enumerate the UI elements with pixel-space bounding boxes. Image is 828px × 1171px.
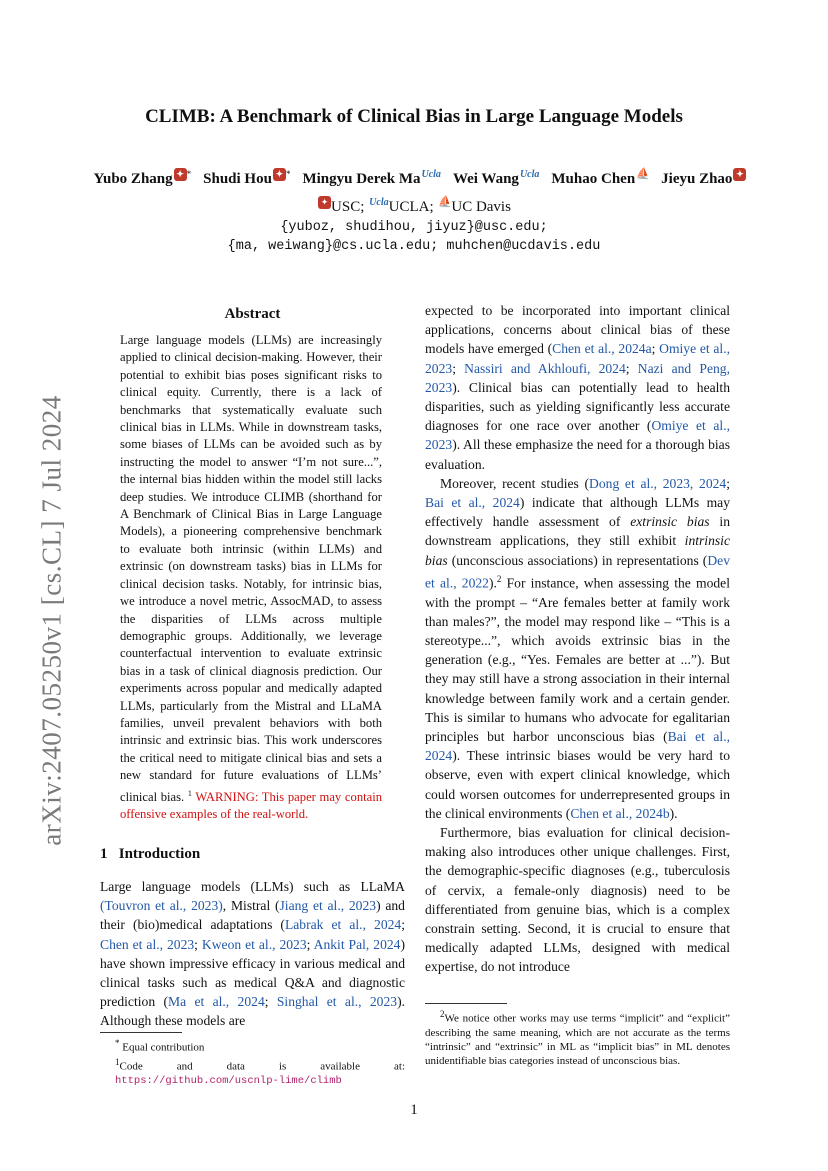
citation-link[interactable]: Ma et al., 2024 [167,994,265,1010]
author-name: Yubo Zhang [93,171,173,187]
citation-link[interactable]: (Touvron et al., 2023) [100,898,223,914]
abstract-text: Large language models (LLMs) are increasingly applied to clinical decision-making. However, their potential to exhibit bias poses significant risks to clinical equity. Currently, there is a lack of benchmarks that systematically evaluate such clinical bias in LLMs. While in downstream tasks, some biases of LLMs can be avoided such as by instructing the model to answer “I’m not sure...”, the internal bias hidden within the model still lacks deep studies. We introduce CLIMB (shorthand for A Benchmark of Clinical Bias in Large Language Models), a pioneering comprehensive benchmark to evaluate both intrinsic (within LLMs) and extrinsic (on downstream tasks) bias in LLMs for clinical decision tasks. Notably, for intrinsic bias, we introduce a novel metric, AssocMAD, to assess the disparities of LLMs across multiple demographic groups. Additionally, we leverage counterfactual intervention to evaluate extrinsic bias in a task of clinical diagnosis prediction. Our experiments across popular and medically adapted LLMs, particularly from the Mistral and LLaMA families, unveil prevalent behaviors with both intrinsic and extrinsic bias. This work underscores the critical need to mitigate clinical bias and sets a new standard for future evaluations of LLMs’ clinical bias. [120,333,382,804]
author-name: Muhao Chen [551,171,636,187]
footnote-2-text: We notice other works may use terms “implicit” and “explicit” describing the same meaning, which are not accurate as the terms “intrinsic” and “extrinsic” in ML as “implicit bias” in ML denotes unidentifiable bias categories instead of unconscious bias. [425,1012,730,1067]
author-name: Mingyu Derek Ma [302,171,421,187]
text-run: ) indicate that although LLMs may effectively handle assessment of [425,495,730,530]
author-5 [661,171,746,187]
citation-link[interactable]: Chen et al., 2024a [552,341,652,357]
footnotes-left: * Equal contribution $^1$Code and data is available at: https://github.com/uscnlp-lime/climb [115,1038,405,1088]
text-run: Large language models (LLMs) such as LLaMA [100,879,405,894]
author-0 [94,171,192,187]
usc-logo-icon: ✦ [318,196,331,209]
section-number: 1 [100,846,108,862]
section-title: Introduction [118,846,201,862]
author-1 [203,171,290,187]
abstract-body [120,332,382,824]
text-run: ; [651,341,660,357]
arxiv-id: arXiv:2407.05250v1 [cs.CL] 7 Jul 2024 [36,395,67,846]
intro-left-paragraph [100,877,405,1031]
text-run: ). These intrinsic biases would be very hard to observe, even with expert clinical knowledge, which could worsen outcomes for underrepresented groups in the clinical environments ( [425,748,730,821]
text-run: Furthermore, bias evaluation for clinical decision-making also introduces other unique challenges. First, the demographic-specific diagnoses (e.g., tuberculosis of cervix, a female-only diagnosis) need to be differentiated from genuine bias, which is a complex constrain setting. Second, it is crucial to ensure that medically adapted LLMs, designed with medical expertise, do not introduce [425,825,730,975]
equal-contribution-mark: * [186,169,192,179]
author-list [40,168,800,188]
author-name: Shudi Hou [203,171,272,187]
citation-link[interactable]: Bai et al., 2024 [425,495,520,511]
usc-logo-icon: ✦ [273,168,286,181]
ucla-logo-icon: Ucla [421,169,441,180]
text-run: ; [306,936,314,952]
paper-title: CLIMB: A Benchmark of Clinical Bias in Large Language Models [145,106,683,127]
citation-link[interactable]: Labrak et al., 2024 [284,917,402,933]
citation-link[interactable]: Omiye et al., 2023 [425,341,730,376]
footnote-mark-1[interactable]: 1 [187,788,192,798]
text-run: ). Clinical bias can potentially lead to health disparities, such as yielding significantly less accurate diagnoses for one race over another ( [425,379,730,434]
text-run: ) have shown impressive efficacy in various medical and clinical tasks such as medical Q&A and diagnostic prediction ( [100,936,405,1010]
footnote-right: $^2$We notice other works may use terms “implicit” and “explicit” describing the same meaning, which are not accurate as the terms “intrinsic” and “extrinsic” in ML as “implicit bias” in ML denotes unidentifiable bias categories instead of unconscious bias. [425,1009,730,1067]
footnote-mark[interactable]: 2 [496,573,502,584]
ucla-logo-icon: Ucla [519,169,540,180]
author-3 [453,171,539,187]
text-run: ; [194,936,202,952]
affiliations [0,196,828,216]
citation-link[interactable]: Jiang et al., 2023 [279,898,377,914]
paragraph-2 [425,823,730,977]
text-run: ). Although these models are [100,994,405,1029]
citation-link[interactable]: Chen et al., 2024b [570,805,670,821]
arxiv-sidebar [22,375,67,875]
author-name: Jieyu Zhao [661,171,733,187]
author-4 [551,168,650,187]
footnote-divider-left [100,1032,182,1033]
ucla-logo-icon: Ucla [369,197,389,208]
affil-ucla: UCLA; [388,199,434,215]
page-number: 1 [410,1102,418,1118]
citation-link[interactable]: Dev et al., 2022 [425,552,730,591]
citation-link[interactable]: Nassiri and Akhloufi, 2024 [464,360,626,376]
usc-logo-icon: ✦ [733,168,746,181]
text-run: ) and their (bio)medical adaptations ( [100,898,405,933]
text-run: expected to be incorporated into important clinical applications, concerns about clinical bias of these models have emerged ( [425,303,730,357]
footnote-equal: Equal contribution [122,1041,205,1054]
footnote-divider-right [425,1003,507,1004]
citation-link[interactable]: Kweon et al., 2023 [201,936,307,952]
citation-link[interactable]: Chen et al., 2023 [100,936,195,952]
affil-ucd: UC Davis [451,199,511,215]
text-run: ; [625,360,638,376]
text-run: (unconscious associations) in representations ( [447,552,708,568]
citation-link[interactable]: Nazi and Peng, 2023 [425,360,730,395]
text-run: For instance, when assessing the model with the prompt – “Are females better at family work than males?”, the model may respond like – “This is a stereotype...”, which avoids extrinsic bias in the generation (e.g., “Yes. Females are better at ...”). But they may still have a strong association in their internal knowledge between family work and a certain gender. This is similar to humans who advocate for egalitarian principles but harbor unconscious bias ( [425,575,730,744]
email-line-2: {ma, weiwang}@cs.ucla.edu; muhchen@ucdavis.edu [227,239,601,254]
section-heading [100,846,200,863]
footnote-code: Code and data is available at: [119,1060,405,1073]
ucdavis-logo-icon: ⛵ [636,168,650,180]
paragraph-0 [425,301,730,474]
citation-link[interactable]: Ankit Pal, 2024 [313,936,401,952]
emphasis-text: extrinsic bias [630,514,710,530]
email-line-1: {yuboz, shudihou, jiyuz}@usc.edu; [280,220,548,235]
citation-link[interactable]: Bai et al., 2024 [425,729,731,764]
equal-contribution-mark: * [285,169,291,179]
emphasis-text: intrinsic bias [425,533,730,568]
citation-link[interactable]: Dong et al., 2023, 2024 [589,475,727,491]
text-run: ; [726,475,730,491]
citation-link[interactable]: Omiye et al., 2023 [425,418,730,453]
text-run: in downstream applications, they still exhibit [425,514,730,549]
citation-link[interactable]: Singhal et al., 2023 [276,994,398,1010]
author-2 [302,171,441,187]
code-link[interactable]: https://github.com/uscnlp-lime/climb [115,1075,342,1088]
text-run: ). [669,805,678,821]
warning-text: WARNING: This paper may contain offensive examples of the real-world. [120,789,382,822]
intro-right-column [425,301,730,977]
affil-usc: USC; [331,199,365,215]
author-name: Wei Wang [452,171,519,187]
text-run: ; [264,994,277,1010]
text-run: ; [401,917,405,933]
usc-logo-icon: ✦ [174,168,187,181]
abstract-heading: Abstract [224,306,281,322]
ucdavis-logo-icon: ⛵ [438,196,453,208]
text-run: Moreover, recent studies ( [440,475,590,491]
text-run: ; [452,360,465,376]
text-run: ). [488,575,497,591]
paragraph-1 [425,474,730,823]
text-run: , Mistral ( [222,898,280,914]
text-run: ). All these emphasize the need for a thorough bias evaluation. [425,437,730,472]
